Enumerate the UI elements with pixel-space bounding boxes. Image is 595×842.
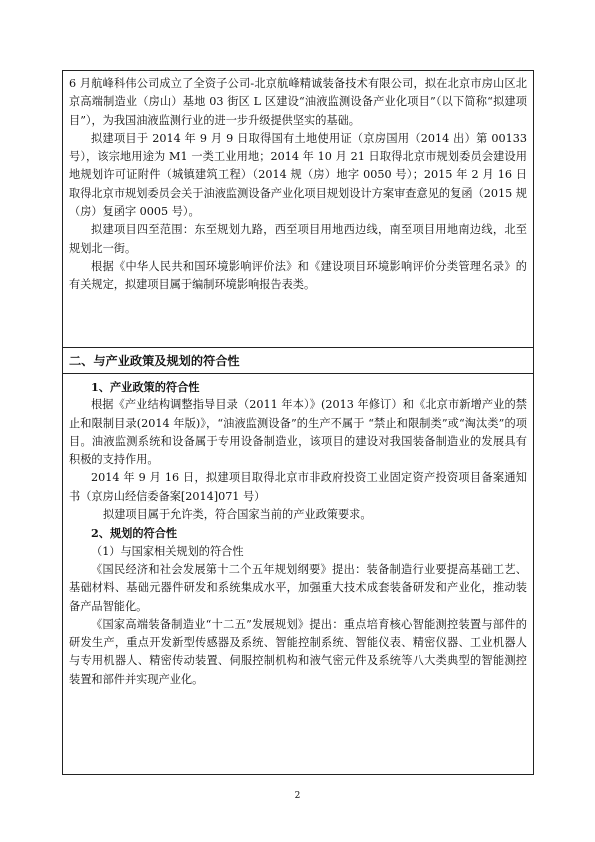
paragraph-subsidiary: 6 月航峰科伟公司成立了全资子公司-北京航峰精诚装备技术有限公司，拟在北京市房山区北京高端制造业（房山）基地 03 街区 L 区建设“油液监测设备产业化项目”（以下简称“拟建项目”），为我国油液监测行业的进一步升级提供坚实的基础。 (69, 77, 527, 127)
paragraph-boundaries: 拟建项目四至范围：东至规划九路，西至项目用地西边线，南至项目用地南边线，北至规划北一街。 (69, 223, 527, 255)
paragraph-eia-category: 根据《中华人民共和国环境影响评价法》和《建设项目环境影响评价分类管理名录》的有关规定，拟建项目属于编制环境影响报告表类。 (69, 259, 527, 292)
divider (63, 373, 533, 374)
project-background-section (69, 75, 527, 295)
divider (63, 347, 533, 348)
subheading-industry-policy: 1、产业政策的符合性 (91, 380, 200, 394)
paragraph-equipment-plan: 《国家高端装备制造业“十二五”发展规划》提出：重点培育核心智能测控装置与部件的研发生产，重点开发新型传感器及系统、智能控制系统、智能仪表、精密仪器、工业机器人与专用机器人、精密传动装置、伺服控制机构和液气密元件及系统等八大类典型的智能测控装置和部件并实现产业化。 (69, 617, 527, 686)
paragraph-filing-notice: 2014 年 9 月 16 日，拟建项目取得北京市非政府投资工业固定资产投资项目备案通知书（京房山经信委备案[2014]071 号） (69, 471, 527, 503)
page-frame (62, 70, 534, 775)
policy-compliance-section (69, 378, 527, 689)
subheading-national-planning: （1）与国家相关规划的符合性 (91, 544, 244, 558)
paragraph-permitted-class: 拟建项目属于允许类，符合国家当前的产业政策要求。 (103, 508, 372, 522)
page-number: 2 (294, 791, 301, 801)
paragraph-five-year-plan: 《国民经济和社会发展第十二个五年规划纲要》提出：装备制造行业要提高基础工艺、基础材料、基础元器件研发和系统集成水平，加强重大技术成套装备研发和产业化，推动装备产品智能化。 (69, 562, 527, 613)
section-title: 二、与产业政策及规划的符合性 (69, 354, 240, 368)
paragraph-permits: 拟建项目于 2014 年 9 月 9 日取得国有土地使用证（京房国用（2014 出）第 00133 号），该宗地用途为 M1 一类工业用地；2014 年 10 月 21 日取得北京市规划委员会建设用地规划许可证附件（城镇建筑工程）（2014 规（房）地字 0050 号）；2015 年 2 月 16 日取得北京市规划委员会关于油液监测设备产业化项目规划设计方案审查意见的复函（2015 规（房）复函字 0005 号）。 (69, 131, 527, 219)
subheading-planning: 2、规划的符合性 (91, 526, 178, 541)
paragraph-policy-catalog: 根据《产业结构调整指导目录（2011 年本）》(2013 年修订）和《北京市新增产业的禁止和限制目录(2014 年版)》，“油液监测设备”的生产不属于 “禁止和限制类”或“淘汰类”的项目。油液监测系统和设备属于专用设备制造业，该项目的建设对我国装备制造业的发展具有积极的支持作用。 (69, 398, 527, 467)
